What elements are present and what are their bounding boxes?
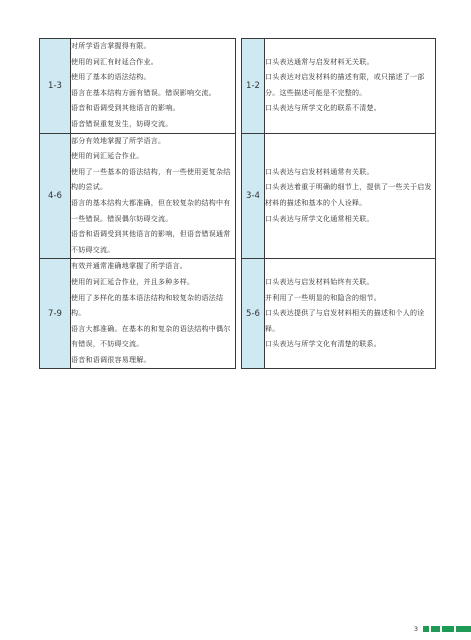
oral-descriptor-cell (265, 259, 436, 369)
descriptor-line: 语音和语调很容易理解。 (71, 355, 151, 364)
descriptor-line: 使用的词汇延合作业。 (71, 152, 144, 161)
descriptor-line: 使用了一些基本的语法结构，有一些使用更复杂结构的尝试。 (71, 167, 231, 192)
descriptor-line: 语言在基本结构方面有错误。错误影响交流。 (71, 88, 216, 97)
descriptor-line: 语音和语调受到其他语言的影响。 (71, 104, 180, 113)
language-descriptor-cell (71, 39, 236, 134)
language-descriptor-cell (71, 259, 236, 369)
descriptor-line: 口头表达与所学文化的联系不清楚。 (265, 104, 381, 113)
footer-bar-decoration (423, 626, 429, 632)
descriptor-line: 语音错误重复发生，妨碍交流。 (71, 119, 173, 128)
table-row (40, 259, 436, 369)
score-band-oral: 1-2 (242, 39, 265, 134)
descriptor-line: 口头表达着重于明确的细节上，提供了一些关于启发材料的描述和基本的个人诠释。 (265, 183, 432, 207)
oral-descriptor-cell (265, 133, 436, 259)
descriptor-line: 口头表达对启发材料的描述有限，或只描述了一部分。这些描述可能是不完整的。 (265, 73, 425, 97)
descriptor-line: 使用了基本的语法结构。 (71, 73, 151, 82)
table-row (40, 39, 436, 134)
descriptor-line: 口头表达提供了与启发材料相关的描述和个人的诠释。 (265, 309, 425, 333)
footer-bar-decoration (456, 626, 471, 632)
score-band-oral: 3-4 (242, 133, 265, 259)
descriptor-line: 使用的词汇延合作业，并且多种多样。 (71, 277, 195, 286)
page-number: 3 (413, 625, 418, 633)
descriptor-line: 口头表达通常与启发材料无关联。 (265, 57, 374, 66)
language-descriptor-cell (71, 133, 236, 259)
descriptor-line: 口头表达与所学文化有清楚的联系。 (265, 340, 381, 349)
score-band-language: 7-9 (40, 259, 71, 369)
score-band-oral: 5-6 (242, 259, 265, 369)
descriptor-line: 使用了多样化的基本语法结构和较复杂的语法结构。 (71, 293, 224, 318)
descriptor-line: 部分有效地掌握了所学语言。 (71, 136, 166, 145)
descriptor-line: 对所学语言掌握得有限。 (71, 42, 151, 50)
oral-descriptor-cell (265, 39, 436, 134)
descriptor-line: 口头表达与启发材料通常有关联。 (265, 167, 374, 176)
score-band-language: 4-6 (40, 133, 71, 259)
descriptor-line: 并利用了一些明显的和隐含的细节。 (265, 293, 381, 302)
descriptor-line: 使用的词汇有时延合作业。 (71, 57, 158, 66)
descriptor-line: 口头表达与所学文化通常相关联。 (265, 214, 374, 223)
table-row (40, 133, 436, 259)
assessment-table (39, 38, 436, 369)
descriptor-line: 有效并通常准确地掌握了所学语言。 (71, 262, 187, 271)
descriptor-line: 语言大都准确。在基本的和复杂的语法结构中偶尔有错误，不妨碍交流。 (71, 324, 231, 349)
footer-bar-decoration (442, 626, 454, 632)
score-band-language: 1-3 (40, 39, 71, 134)
descriptor-line: 语音和语调受到其他语言的影响，但语音错误通常不妨碍交流。 (71, 230, 231, 254)
page-footer (414, 625, 471, 633)
footer-bar-decoration (431, 626, 440, 632)
descriptor-line: 口头表达与启发材料始终有关联。 (265, 277, 374, 286)
descriptor-line: 语言的基本结构大都准确，但在较复杂的结构中有一些错误。错误偶尔妨碍交流。 (71, 198, 231, 223)
